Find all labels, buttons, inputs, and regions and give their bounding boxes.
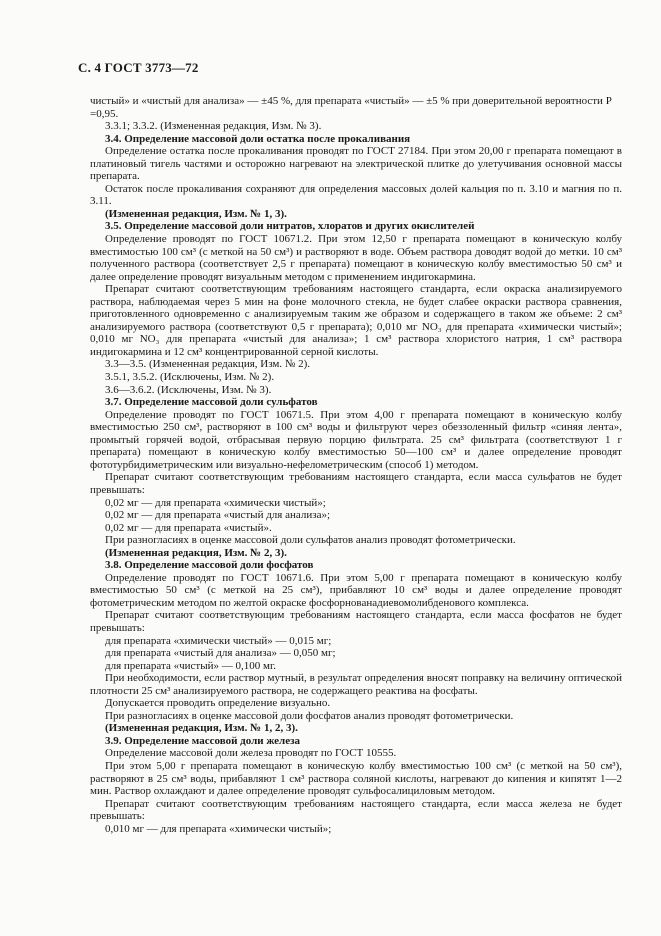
paragraph: При этом 5,00 г препарата помещают в коническую колбу вместимостью 100 см³ (с меткой на 50 см³), растворяют в 25 см³ воды, прибавляют 1 см³ раствора соляной кислоты, нагревают до кипения и кипятят 1—2 мин. Раствор охлаждают и далее определение проводят сульфосалициловым методом. [90, 759, 622, 798]
paragraph: Препарат считают соответствующим требованиям настоящего стандарта, если масса фосфатов не будет превышать: [90, 609, 622, 634]
paragraph: 3.3.1; 3.3.2. (Измененная редакция, Изм. № 3). [105, 120, 322, 133]
paragraph: чистый» и «чистый для анализа» — ±45 %, для препарата «чистый» — ±5 % при доверительной вероятности P =0,95. [90, 95, 612, 120]
paragraph: Остаток после прокаливания сохраняют для определения массовых долей кальция по п. 3.10 и магния по п. 3.11. [90, 182, 622, 208]
section-heading: (Измененная редакция, Изм. № 1, 2, 3). [105, 722, 298, 735]
list-item: 0,02 мг — для препарата «химически чистый»; [105, 496, 326, 509]
list-item: 0,02 мг — для препарата «чистый». [105, 521, 272, 534]
section-heading: (Измененная редакция, Изм. № 1, 3). [105, 207, 287, 220]
list-item: для препарата «химически чистый» — 0,015 мг; [105, 634, 332, 647]
paragraph: Препарат считают соответствующим требованиям настоящего стандарта, если масса железа не будет превышать: [90, 797, 622, 823]
paragraph: Препарат считают соответствующим требованиям настоящего стандарта, если масса сульфатов не будет превышать: [90, 471, 622, 496]
paragraph: Определение остатка после прокаливания проводят по ГОСТ 27184. При этом 20,00 г препарата помещают в платиновый тигель частями и осторожно нагревают на электрической плитке до улетучивания основной массы препарата. [90, 145, 622, 183]
section-heading: 3.7. Определение массовой доли сульфатов [105, 396, 318, 409]
paragraph: При разногласиях в оценке массовой доли сульфатов анализ проводят фотометрически. [105, 534, 516, 547]
paragraph: При необходимости, если раствор мутный, в результат определения вносят поправку на величину оптической плотности 25 см³ анализируемого раствора, не содержащего реактива на фосфаты. [90, 672, 622, 697]
list-item: 0,010 мг — для препарата «химически чистый»; [105, 822, 332, 835]
page-header: С. 4 ГОСТ 3773—72 [78, 60, 199, 75]
paragraph: 3.5.1, 3.5.2. (Исключены, Изм. № 2). [105, 371, 275, 384]
section-heading: 3.9. Определение массовой доли железа [105, 734, 301, 747]
paragraph: Допускается проводить определение визуально. [105, 697, 331, 710]
paragraph: Определение проводят по ГОСТ 10671.2. При этом 12,50 г препарата помещают в коническую колбу вместимостью 100 см³ (с меткой на 50 см³) и растворяют в воде. Объем раствора доводят водой до метки. 10 см³ полученного раствора (соответствует 2,5 г препарата) помещают в коническую колбу вместимостью 50 см³ и далее определение проводят визуальным методом с применением индигокармина. [90, 233, 622, 283]
paragraph: Определение проводят по ГОСТ 10671.5. При этом 4,00 г препарата помещают в коническую колбу вместимостью 250 см³, растворяют в 100 см³ воды и фильтруют через обеззоленный фильтр «синяя лента», промытый горячей водой, отбрасывая первую порцию фильтрата. 25 см³ фильтрата (соответствуют 1 г препарата) помещают в коническую колбу вместимостью 50—100 см³ и далее определение проводят фототурбидиметрическим или визуально-нефелометрическим (способ 1) методом. [90, 408, 622, 471]
paragraph: 3.6—3.6.2. (Исключены, Изм. № 3). [105, 383, 272, 396]
list-item: 0,02 мг — для препарата «чистый для анализа»; [105, 509, 331, 522]
paragraph: Определение массовой доли железа проводят по ГОСТ 10555. [105, 747, 397, 760]
list-item: для препарата «чистый» — 0,100 мг. [105, 659, 276, 672]
section-heading: (Измененная редакция, Изм. № 2, 3). [105, 546, 287, 559]
paragraph: Определение проводят по ГОСТ 10671.6. При этом 5,00 г препарата помещают в коническую колбу вместимостью 50 см³ (с меткой на 25 см³), прибавляют 10 см³ воды и далее определение проводят фотометрическим методом по желтой окраске фосфорнованадиевомолибденового комплекса. [90, 571, 622, 609]
paragraph: 3.3—3.5. (Измененная редакция, Изм. № 2). [105, 358, 311, 371]
paragraph: При разногласиях в оценке массовой доли фосфатов анализ проводят фотометрически. [105, 709, 514, 722]
section-heading: 3.5. Определение массовой доли нитратов, хлоратов и других окислителей [105, 220, 475, 233]
paragraph: Препарат считают соответствующим требованиям настоящего стандарта, если окраска анализируемого раствора, наблюдаемая через 5 мин на фоне молочного стекла, не будет слабее окраски раствора сравнения, приготовленного одновременно с анализируемым таким же образом и содержащего в таком же объеме: 2 см³ анализируемого раствора (соответствуют 0,5 г препарата); 0,010 мг NO₃ для препарата «химически чистый»; 0,010 мг NO₃ для препарата «чистый для анализа»; 1 см³ раствора хлористого натрия, 1 см³ раствора индигокармина и 12 см³ концентрированной серной кислоты. [90, 283, 622, 358]
document-body [90, 95, 622, 835]
section-heading: 3.4. Определение массовой доли остатка после прокаливания [105, 132, 411, 145]
section-heading: 3.8. Определение массовой доли фосфатов [105, 559, 314, 572]
list-item: для препарата «чистый для анализа» — 0,050 мг; [105, 647, 336, 660]
